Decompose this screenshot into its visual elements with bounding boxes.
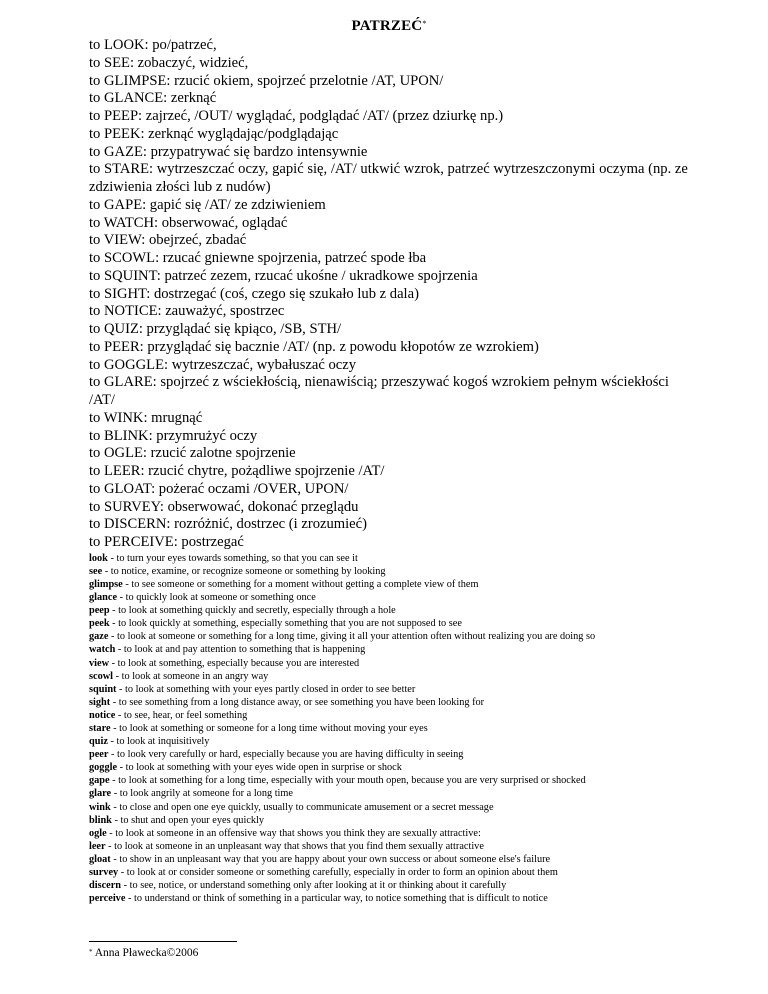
english-definition: - to notice, examine, or recognize someone or something by looking xyxy=(102,565,386,577)
english-entry xyxy=(89,565,689,578)
english-definition: - to see, hear, or feel something xyxy=(115,709,248,721)
title-text: PATRZEĆ xyxy=(351,18,423,34)
polish-entry: to PERCEIVE: postrzegać xyxy=(89,534,244,550)
english-term: scowl xyxy=(89,670,114,682)
polish-vocabulary-list xyxy=(89,37,689,552)
english-term: peer xyxy=(89,749,109,761)
english-definition: - to look very carefully or hard, especially because you are having difficulty in seeing xyxy=(108,749,464,761)
polish-entry: to WINK: mrugnąć xyxy=(89,409,203,426)
polish-entry: to PEEK: zerknąć wyglądając/podglądając xyxy=(89,125,339,142)
polish-entry: to GAZE: przypatrywać się bardzo intensywnie xyxy=(89,143,368,160)
english-term: squint xyxy=(89,683,117,695)
english-term: glimpse xyxy=(89,578,123,590)
polish-entry: to GLANCE: zerknąć xyxy=(89,90,217,107)
english-entry xyxy=(89,840,689,853)
footnote xyxy=(89,946,198,960)
english-definition: - to look at something with your eyes wide open in surprise or shock xyxy=(117,762,402,774)
english-definition: - to see something from a long distance away, or see something you have been looking for xyxy=(110,696,485,708)
english-definitions-list xyxy=(89,552,689,906)
english-definition: - to close and open one eye quickly, usually to communicate amusement or a secret message xyxy=(110,801,494,813)
english-definition: - to show in an unpleasant way that you are happy about your own success or about someone else's failure xyxy=(110,853,551,865)
english-entry xyxy=(89,827,689,840)
english-term: glance xyxy=(89,592,118,604)
english-entry xyxy=(89,814,689,827)
polish-entry: to GLIMPSE: rzucić okiem, spojrzeć przelotnie /AT, UPON/ xyxy=(89,72,444,89)
english-entry xyxy=(89,657,689,670)
english-definition: - to look at someone or something for a long time, giving it all your attention often without realizing you are doing so xyxy=(108,631,596,643)
polish-entry: to SIGHT: dostrzegać (coś, czego się szukało lub z dala) xyxy=(89,285,419,302)
english-definition: - to look angrily at someone for a long time xyxy=(111,788,293,800)
polish-entry: to GAPE: gapić się /AT/ ze zdziwieniem xyxy=(89,196,326,213)
english-term: look xyxy=(89,552,108,564)
polish-entry: to STARE: wytrzeszczać oczy, gapić się, /AT/ utkwić wzrok, patrzeć wytrzeszczonymi oczyma (np. ze zdziwienia złości lub z nudów) xyxy=(89,161,688,195)
english-term: quiz xyxy=(89,736,108,748)
polish-entry: to LOOK: po/patrzeć, xyxy=(89,37,217,53)
polish-entry: to BLINK: przymrużyć oczy xyxy=(89,427,258,444)
english-definition: - to look at someone in an unpleasant way that shows that you find them sexually attractive xyxy=(105,840,484,852)
document-page xyxy=(89,17,689,905)
polish-entry: to SQUINT: patrzeć zezem, rzucać ukośne / ukradkowe spojrzenia xyxy=(89,267,478,284)
english-entry xyxy=(89,722,689,735)
english-entry xyxy=(89,774,689,787)
english-definition: - to look at or consider someone or something carefully, especially in order to form an opinion about them xyxy=(118,867,558,878)
polish-entry: to GLARE: spojrzeć z wściekłością, nienawiścią; przeszywać kogoś wzrokiem pełnym wściekłości /AT/ xyxy=(89,374,669,408)
english-term: stare xyxy=(89,722,111,734)
english-entry xyxy=(89,879,689,892)
english-definition: - to understand or think of something in a particular way, to notice something that is difficult to notice xyxy=(125,893,548,905)
english-term: discern xyxy=(89,880,122,892)
english-term: see xyxy=(89,565,103,577)
title-footnote-mark: * xyxy=(422,19,427,28)
english-term: perceive xyxy=(89,893,126,905)
footnote-mark: * xyxy=(89,948,93,956)
english-definition: - to look at someone in an angry way xyxy=(113,670,269,682)
english-term: blink xyxy=(89,814,112,826)
english-term: watch xyxy=(89,644,116,656)
english-definition: - to look at something for a long time, especially with your mouth open, because you are very surprised or shocked xyxy=(109,775,586,787)
english-entry xyxy=(89,552,689,565)
english-definition: - to look quickly at something, especially something that you are not supposed to see xyxy=(109,618,462,630)
english-definition: - to turn your eyes towards something, so that you can see it xyxy=(107,552,358,564)
footnote-text: Anna Pławecka©2006 xyxy=(92,947,199,959)
english-entry xyxy=(89,617,689,630)
polish-entry: to GLOAT: pożerać oczami /OVER, UPON/ xyxy=(89,480,349,497)
page-title xyxy=(89,17,689,37)
english-entry xyxy=(89,670,689,683)
english-term: peek xyxy=(89,618,110,630)
english-entry xyxy=(89,630,689,643)
english-entry xyxy=(89,604,689,617)
english-term: wink xyxy=(89,801,111,813)
english-entry xyxy=(89,866,689,879)
english-definition: - to look at and pay attention to something that is happening xyxy=(115,644,366,656)
english-entry xyxy=(89,892,689,905)
english-term: gaze xyxy=(89,631,109,643)
english-definition: - to look at something, especially because you are interested xyxy=(109,657,360,669)
polish-entry: to GOGGLE: wytrzeszczać, wybałuszać oczy xyxy=(89,356,357,373)
english-definition: - to see, notice, or understand something only after looking at it or thinking about it carefully xyxy=(121,880,507,892)
english-definition: - to look at something quickly and secretly, especially through a hole xyxy=(109,605,396,617)
english-term: peep xyxy=(89,605,110,617)
polish-entry: to QUIZ: przyglądać się kpiąco, /SB, STH/ xyxy=(89,321,342,337)
english-term: leer xyxy=(89,840,106,852)
polish-entry: to VIEW: obejrzeć, zbadać xyxy=(89,232,247,249)
english-entry xyxy=(89,591,689,604)
polish-entry: to LEER: rzucić chytre, pożądliwe spojrzenie /AT/ xyxy=(89,463,385,479)
english-entry xyxy=(89,696,689,709)
english-entry xyxy=(89,735,689,748)
english-definition: - to quickly look at someone or something once xyxy=(117,592,316,604)
english-term: survey xyxy=(89,867,119,878)
english-term: glare xyxy=(89,788,112,800)
polish-entry: to SCOWL: rzucać gniewne spojrzenia, patrzeć spode łba xyxy=(89,250,427,266)
english-term: goggle xyxy=(89,762,118,774)
english-term: gape xyxy=(89,775,110,787)
english-term: notice xyxy=(89,709,116,721)
footnote-divider xyxy=(89,941,237,942)
english-entry xyxy=(89,853,689,866)
english-term: sight xyxy=(89,696,111,708)
english-entry xyxy=(89,801,689,814)
polish-entry: to DISCERN: rozróżnić, dostrzec (i zrozumieć) xyxy=(89,516,367,533)
english-term: gloat xyxy=(89,853,111,865)
english-definition: - to look at someone in an offensive way that shows you think they are sexually attractive: xyxy=(106,827,481,839)
english-entry xyxy=(89,748,689,761)
english-entry xyxy=(89,709,689,722)
english-definition: - to look at something or someone for a long time without moving your eyes xyxy=(110,722,428,734)
polish-entry: to PEEP: zajrzeć, /OUT/ wyglądać, podglądać /AT/ (przez dziurkę np.) xyxy=(89,108,504,124)
english-definition: - to shut and open your eyes quickly xyxy=(111,814,265,826)
english-definition: - to see someone or something for a moment without getting a complete view of them xyxy=(122,578,479,590)
english-entry xyxy=(89,683,689,696)
polish-entry: to WATCH: obserwować, oglądać xyxy=(89,214,288,231)
polish-entry: to OGLE: rzucić zalotne spojrzenie xyxy=(89,445,296,462)
english-definition: - to look at something with your eyes partly closed in order to see better xyxy=(116,683,416,695)
polish-entry: to PEER: przyglądać się bacznie /AT/ (np. z powodu kłopotów ze wzrokiem) xyxy=(89,338,539,355)
english-entry xyxy=(89,643,689,656)
english-entry xyxy=(89,761,689,774)
english-term: ogle xyxy=(89,827,107,839)
english-entry xyxy=(89,578,689,591)
english-definition: - to look at inquisitively xyxy=(107,736,210,748)
english-entry xyxy=(89,787,689,800)
english-term: view xyxy=(89,657,110,669)
polish-entry: to NOTICE: zauważyć, spostrzec xyxy=(89,303,285,320)
polish-entry: to SURVEY: obserwować, dokonać przeglądu xyxy=(89,498,359,515)
polish-entry: to SEE: zobaczyć, widzieć, xyxy=(89,54,249,71)
